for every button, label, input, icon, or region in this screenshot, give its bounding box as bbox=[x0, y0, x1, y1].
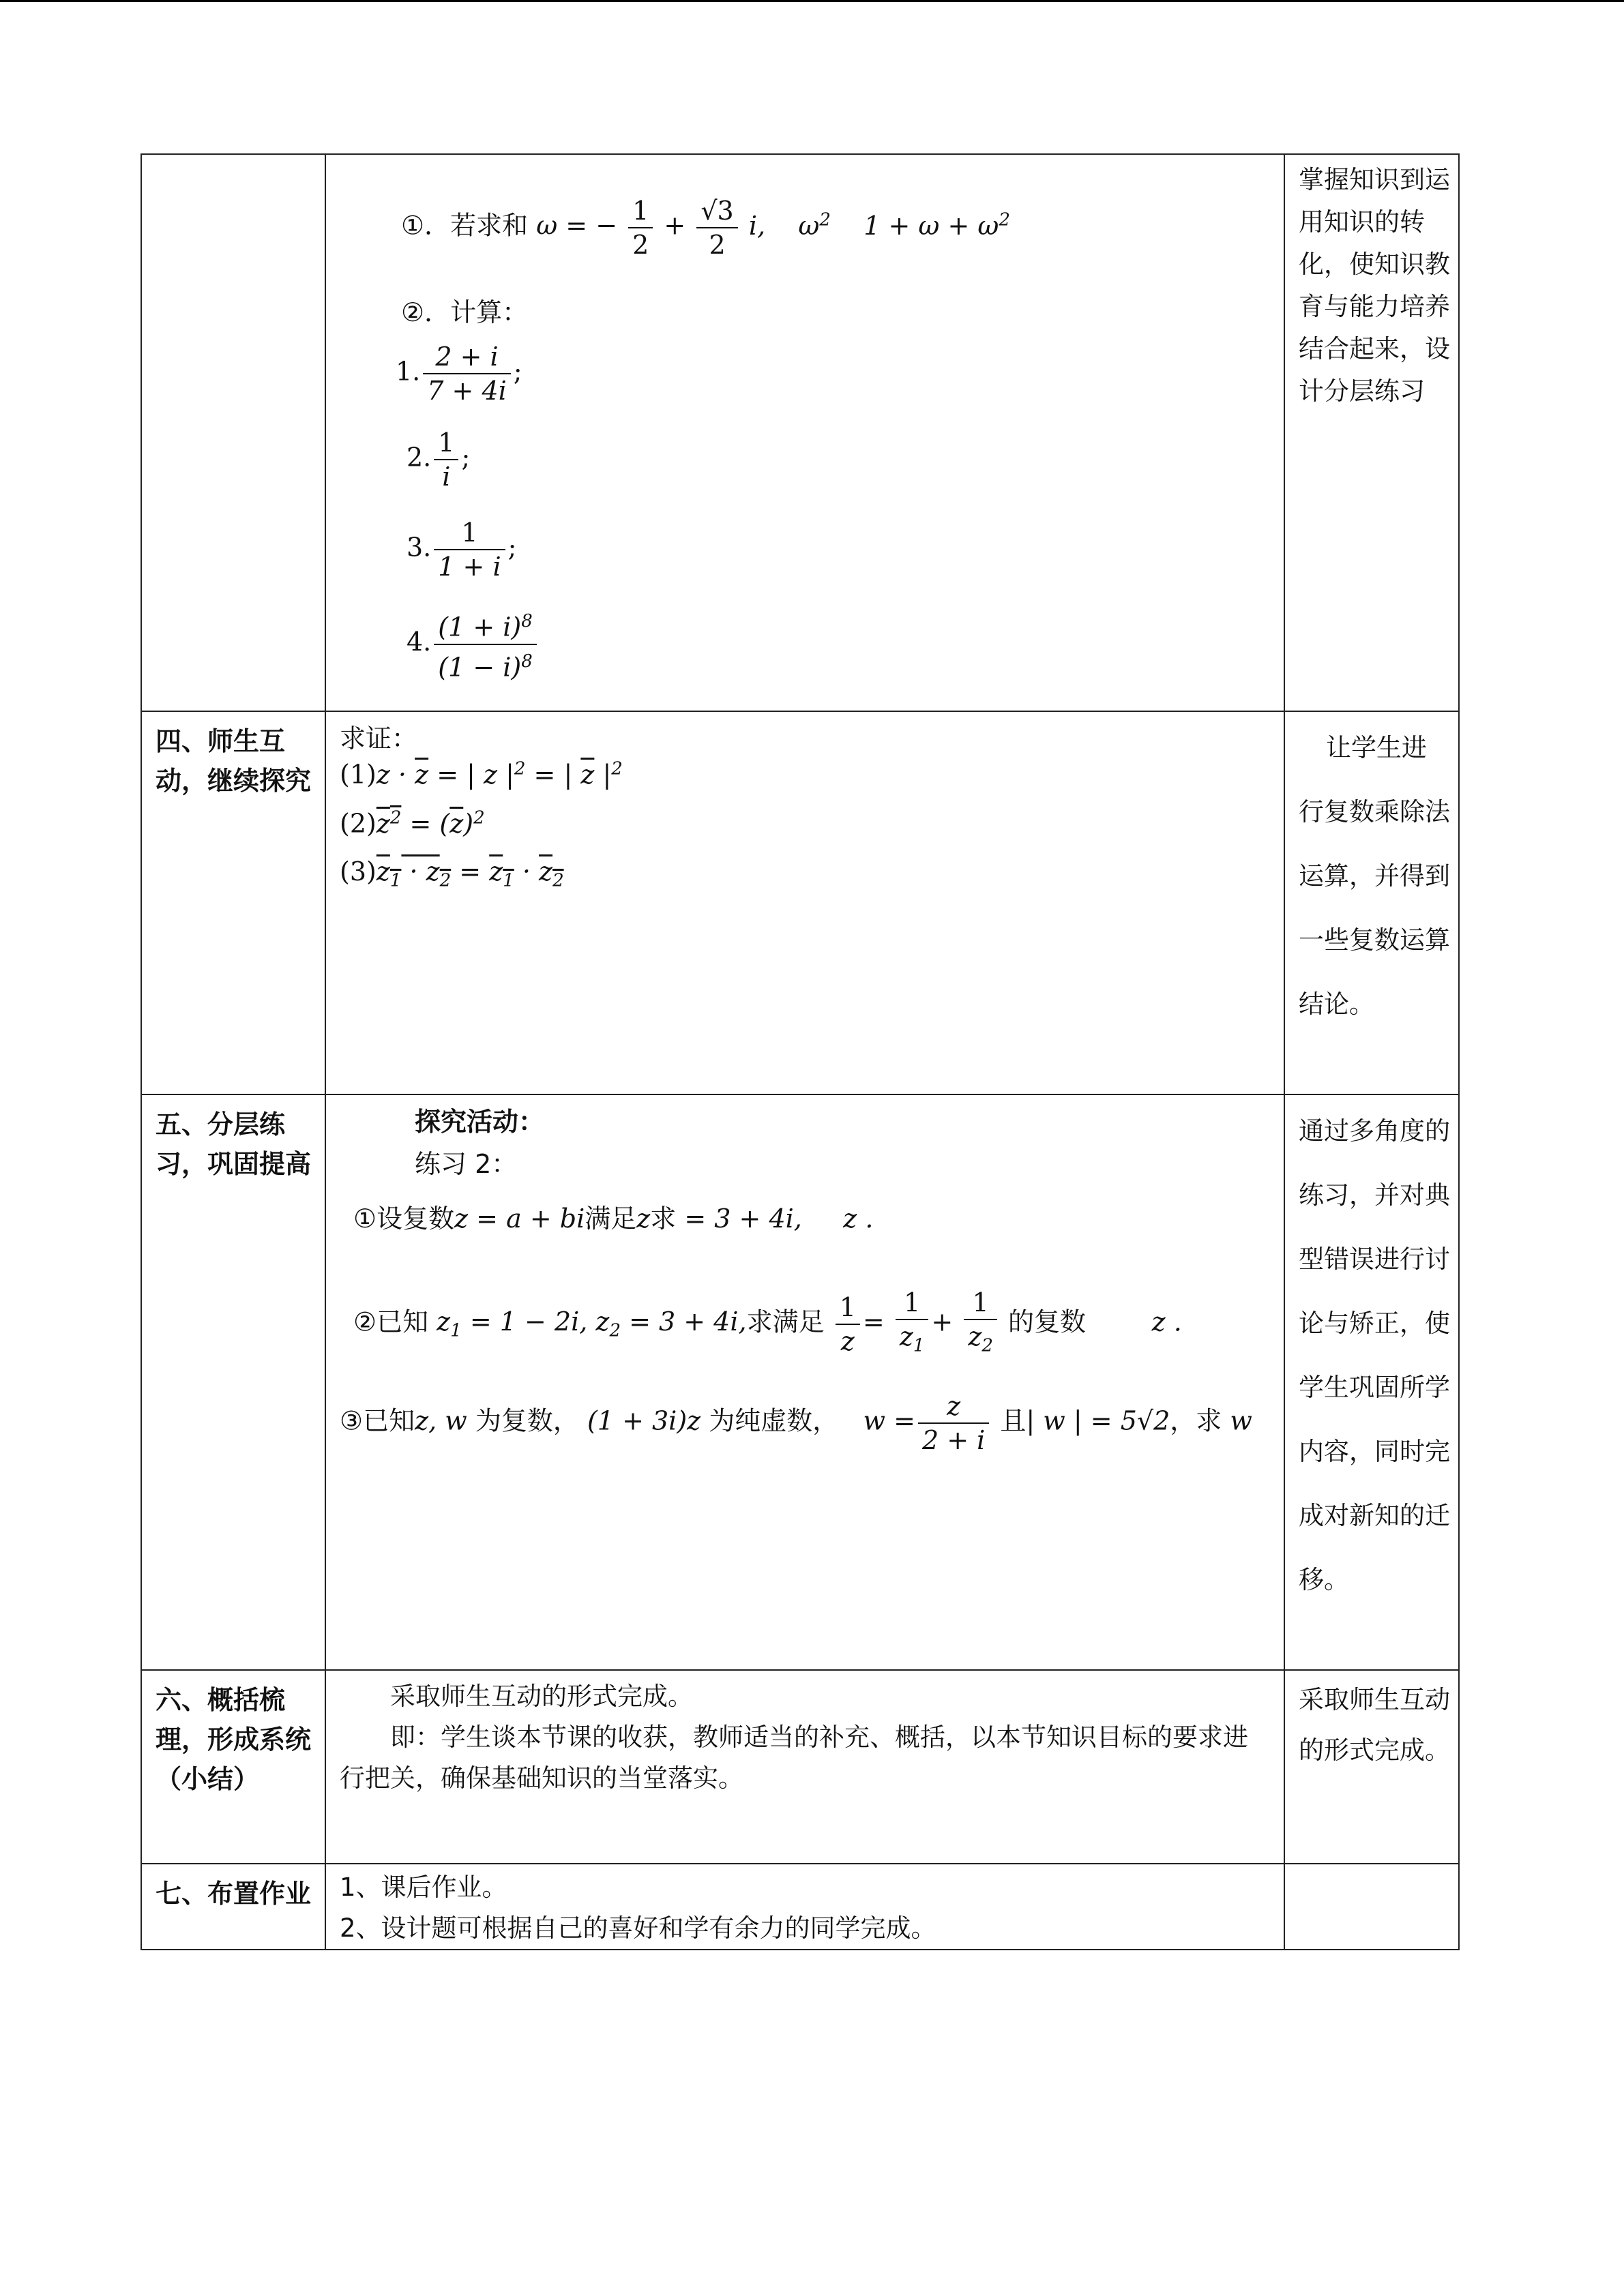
calc-item-2: 2. $\frac{1}{i}$ ; bbox=[407, 428, 471, 492]
stage-6-subtitle: （小结） bbox=[156, 1764, 260, 1794]
note-cell bbox=[1284, 154, 1459, 711]
calc-item-1: 1. $\frac{2 + i}{7 + 4i}$ ; bbox=[396, 342, 522, 406]
proof-3: $(3)z_1 \cdot z_2 = z_1 \cdot z_2$ bbox=[340, 856, 564, 891]
table-row bbox=[141, 1670, 1459, 1864]
question-2: ②已知 $z_1 = 1 - 2i$, $z_2 = 3 + 4i$,求满足 $\frac{1}{z}$ = $\frac{1}{z_1}$ + $\frac{1}{z_2}$ 的复数 z . bbox=[353, 1287, 1182, 1356]
row1-note: 掌握知识到运用知识的转化，使知识教育与能力培养结合起来，设计分层练习 bbox=[1299, 165, 1450, 406]
row2-note: 让学生进行复数乘除法运算，并得到一些复数运算结论。 bbox=[1299, 733, 1450, 1019]
table-row bbox=[141, 1864, 1459, 1950]
stage-cell bbox=[141, 1094, 325, 1670]
table-row bbox=[141, 711, 1459, 1094]
content-cell bbox=[325, 1094, 1284, 1670]
summary-p1: 采取师生互动的形式完成。 bbox=[390, 1682, 693, 1711]
exercise-1: ①．若求和 ω = − $\frac{1}{2}$ + $\frac{√3}{2}$ i, $\omega^2$ $1 + \omega + \omega^2$ bbox=[401, 196, 1010, 260]
table-row bbox=[141, 154, 1459, 711]
practice-label: 练习 2： bbox=[415, 1149, 518, 1179]
note-cell bbox=[1284, 1864, 1459, 1950]
row4-note: 采取师生互动的形式完成。 bbox=[1299, 1685, 1450, 1765]
table-row bbox=[141, 1094, 1459, 1670]
exercise-1-word: 求和 bbox=[476, 210, 529, 241]
stage-cell bbox=[141, 1670, 325, 1864]
stage-4-title: 四、师生互动，继续探究 bbox=[156, 726, 312, 796]
stage-cell bbox=[141, 1864, 325, 1950]
stage-6-title: 六、概括梳理，形成系统 bbox=[156, 1685, 312, 1755]
proof-2: $(2)z^2 = (\overline{z})^2$ bbox=[340, 807, 485, 839]
activity-title: 探究活动： bbox=[415, 1107, 545, 1137]
exercise-2-label: ②．计算： bbox=[401, 297, 529, 327]
note-cell bbox=[1284, 1670, 1459, 1864]
stage-cell bbox=[141, 711, 325, 1094]
note-cell bbox=[1284, 1094, 1459, 1670]
stage-7-title: 七、布置作业 bbox=[156, 1879, 312, 1909]
content-cell bbox=[325, 1670, 1284, 1864]
calc-item-3: 3. $\frac{1}{1 + i}$ ; bbox=[407, 518, 517, 582]
content-cell bbox=[325, 711, 1284, 1094]
homework-1: 1、课后作业。 bbox=[340, 1873, 507, 1902]
homework-2: 2、设计题可根据自己的喜好和学有余力的同学完成。 bbox=[340, 1913, 936, 1943]
row3-note: 通过多角度的练习，并对典型错误进行讨论与矫正，使学生巩固所学内容，同时完成对新知的迁移。 bbox=[1299, 1116, 1450, 1594]
stage-cell bbox=[141, 154, 325, 711]
question-1: ①设复数z = a + bi满足z求 = 3 + 4i, z . bbox=[353, 1204, 874, 1234]
prove-title: 求证： bbox=[340, 724, 418, 754]
page-top-border bbox=[0, 0, 1624, 2]
calc-item-4: 4. $\frac{(1 + i)^8}{(1 - i)^8}$ bbox=[407, 605, 540, 683]
summary-p2: 即：学生谈本节课的收获，教师适当的补充、概括，以本节知识目标的要求进行把关，确保基础知识的当堂落实。 bbox=[340, 1723, 1248, 1793]
proof-1: $(1)z \cdot \overline{z}$ = | z $|^2$ = | $\overline{z}$ $|^2$ bbox=[340, 758, 623, 790]
question-3: ③已知z, w 为复数， (1 + 3i)z 为纯虚数， w = $\frac{z}{2 + i}$ 且| w | = 5√2，求 w bbox=[340, 1391, 1252, 1455]
content-cell bbox=[325, 154, 1284, 711]
note-cell bbox=[1284, 711, 1459, 1094]
lesson-plan-table bbox=[141, 153, 1460, 1950]
content-cell bbox=[325, 1864, 1284, 1950]
stage-5-title: 五、分层练习，巩固提高 bbox=[156, 1109, 312, 1179]
row5-note bbox=[1285, 1864, 1458, 1868]
